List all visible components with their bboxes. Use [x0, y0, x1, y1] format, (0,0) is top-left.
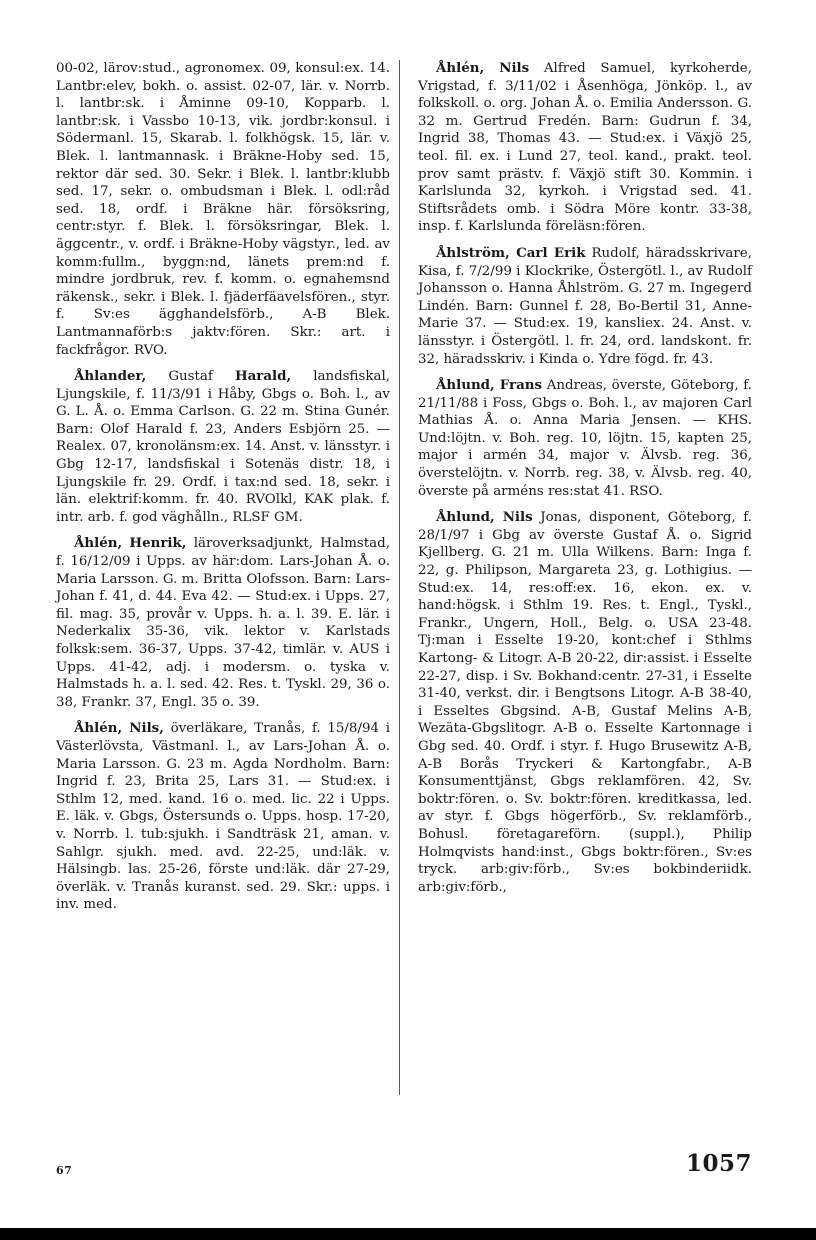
entry-surname: Åhlström, Carl Erik [436, 244, 586, 261]
entry-text: Jonas, disponent, Göteborg, f. 28/1/97 i Gbg av överste Gustaf Å. o. Sigrid Kjellberg. G. 21 m. Ulla Wilkens. Barn: Inga f. 22, g. Philipson, Margareta 23, g. Lothigius. — Stud:ex. 14, res:off:ex. 16, ekon. ex. v. hand:högsk. i Sthlm 19. Res. t. Engl., Tyskl., Frankr., Ungern, Holl., Belg. o. USA 23-48. Tj:man i Esselte 19-20, kont:chef i Sthlms Kartong- & Litogr. A-B 20-22, dir:assist. i Esselte 22-27, disp. i Sv. Bokhand:centr. 27-31, i Esselte 31-40, verkst. dir. i Bengtsons Litogr. A-B 38-40, i Esseltes Gbgsind. A-B, Gustaf Melins A-B, Wezäta-Gbgslitogr. A-B o. Esselte Kartonnage i Gbg sed. 40. Ordf. i styr. f. Hugo Brusewitz A-B, A-B Borås Tryckeri & Kartongfabr., A-B Konsumenttjänst, Gbgs reklamfören. 42, Sv. boktr:fören. o. Sv. boktr:fören. kreditkassa, led. av styr. f. Gbgs högerförb., Sv. reklamförb., Bohusl. företagareförn. (suppl.), Philip Holmqvists hand:inst., Gbgs boktr:fören., Sv:es tryck. arb:giv:förb., Sv:es bokbinderiidk. arb:giv:förb., [418, 510, 752, 895]
entry-surname: Åhlund, Frans [436, 377, 543, 394]
entry-text: läroverksadjunkt, Halmstad, f. 16/12/09 i Upps. av här:dom. Lars-Johan Å. o. Maria Larsson. G. m. Britta Olofsson. Barn: Lars-Johan f. 41, d. 44. Eva 42. — Stud:ex. i Upps. 27, fil. mag. 35, provår v. Upps. h. a. l. 39. E. lär. i Nederkalix 35-36, vik. lektor v. Karlstads folksk:sem. 36-37, Upps. 37-42, timlär. v. AUS i Upps. 41-42, adj. i modersm. o. tyska v. Halmstads h. a. l. sed. 42. Res. t. Tyskl. 29, 36 o. 38, Frankr. 37, Engl. 35 o. 39. [56, 536, 390, 710]
entry-surname: Åhlén, Nils [436, 60, 530, 76]
footer-signature-mark: 67 [56, 1164, 73, 1177]
entry-text: 00-02, lärov:stud., agronomex. 09, konsul:ex. 14. Lantbr:elev, bokh. o. assist. 02-07, lär. v. Norrb. l. lantbr:sk. i Åminne 09-10, Kopparb. l. lantbr:sk. i Vassbo 10-13, vik. jordbr:konsul. i Södermanl. 15, Skarab. l. folkhögsk. 15, lär. v. Blek. l. lantmannask. i Bräkne-Hoby sed. 15, rektor där sed. 30. Sekr. i Blek. l. lantbr:klubb sed. 17, sekr. o. ombudsman i Blek. l. odl:råd sed. 18, ordf. i Bräkne här. försöksring, centr:styr. f. Blek. l. försöksringar, Blek. l. äggcentr., v. ordf. i Bräkne-Hoby vägstyr., led. av komm:fullm., byggn:nd, länets prem:nd f. mindre jordbruk, rev. f. komm. o. egnahemsnd räkensk., sekr. i Blek. l. fjäderfäavelsfören., styr. f. Sv:es ägghandelsförb., A-B Blek. Lantmannaförb:s jaktv:fören. Skr.: art. i fackfrågor. RVO. [56, 61, 390, 358]
scan-bottom-border [0, 1228, 816, 1240]
entry-given-names: Henrik, [129, 535, 187, 552]
page-number: 1057 [686, 1150, 753, 1177]
entry-ahlander-gustaf [56, 368, 390, 526]
right-column [418, 60, 752, 905]
entry-ahlen-nils-kyrkoherde [418, 60, 752, 236]
entry-ahlund-frans [418, 377, 752, 500]
entry-surname: Åhlund, Nils [436, 509, 533, 526]
entry-text: överläkare, Tranås, f. 15/8/94 i Västerlövsta, Västmanl. l., av Lars-Johan Å. o. Maria Larsson. G. 23 m. Agda Nordholm. Barn: Ingrid f. 23, Brita 25, Lars 31. — Stud:ex. i Sthlm 12, med. kand. 16 o. med. lic. 22 i Upps. E. läk. v. Gbgs, Östersunds o. Upps. hosp. 17-20, v. Norrb. l. tub:sjukh. i Sandträsk 21, aman. v. Sahlgr. sjukh. med. avd. 22-25, und:läk. v. Hälsingb. las. 25-26, förste und:läk. där 27-29, överläk. v. Tranås kuranst. sed. 29. Skr.: upps. i inv. med. [56, 721, 390, 913]
entry-surname: Åhlander, [74, 368, 147, 385]
entry-surname: Åhlén, [74, 535, 123, 552]
left-column [56, 60, 390, 923]
column-divider [399, 60, 400, 1095]
entry-ahlen-nils-lakare [56, 720, 390, 914]
entry-text: Andreas, överste, Göteborg, f. 21/11/88 i Foss, Gbgs o. Boh. l., av majoren Carl Mathias Å. o. Anna Maria Jensen. — KHS. Und:löjtn. v. Boh. reg. 10, löjtn. 15, kapten 25, major i armén 34, major v. Älvsb. reg. 36, överstelöjtn. v. Norrb. reg. 38, v. Älvsb. reg. 40, överste på arméns res:stat 41. RSO. [418, 378, 752, 499]
entry-continuation [56, 60, 390, 359]
entry-ahlstrom-carl [418, 245, 752, 368]
entry-text: Alfred Samuel, kyrkoherde, Vrigstad, f. 3/11/02 i Åsenhöga, Jönköp. l., av folkskoll. o. org. Johan Å. o. Emilia Andersson. G. 32 m. Gertrud Fredén. Barn: Gudrun f. 34, Ingrid 38, Thomas 43. — Stud:ex. i Växjö 25, teol. fil. ex. i Lund 27, teol. kand., prakt. teol. prov samt prästv. f. Växjö stift 30. Kommin. i Karlslunda 32, kyrkoh. i Vrigstad sed. 41. Stiftsrådets omb. i Södra Möre kontr. 33-38, insp. f. Karlslunda föreläsn:fören. [418, 61, 752, 235]
entry-surname: Åhlén, Nils, [74, 720, 164, 737]
entry-given-names: Gustaf Harald, [168, 368, 292, 385]
entry-ahlund-nils [418, 509, 752, 896]
entry-text: Rudolf, häradsskrivare, Kisa, f. 7/2/99 i Klockrike, Östergötl. l., av Rudolf Johansson o. Hanna Åhlström. G. 27 m. Ingegerd Lindén. Barn: Gunnel f. 28, Bo-Bertil 31, Anne-Marie 37. — Stud:ex. 19, kansliex. 24. Anst. v. länsstyr. i Östergötl. l. fr. 24, ord. landskont. fr. 32, häradsskriv. i Kinda o. Ydre fögd. fr. 43. [418, 245, 752, 367]
entry-ahlen-henrik [56, 535, 390, 711]
entry-text: landsfiskal, Ljungskile, f. 11/3/91 i Håby, Gbgs o. Boh. l., av G. L. Å. o. Emma Carlson. G. 22 m. Stina Gunér. Barn: Olof Harald f. 23, Anders Esbjörn 25. — Realex. 07, kronolänsm:ex. 14. Anst. v. länsstyr. i Gbg 12-17, landsfiskal i Sotenäs distr. 18, i Ljungskile fr. 29. Ordf. i tax:nd sed. 18, sekr. i län. elektrif:komm. fr. 40. RVOlkl, KAK plak. f. intr. arb. f. god väghålln., RLSF GM. [56, 369, 390, 525]
